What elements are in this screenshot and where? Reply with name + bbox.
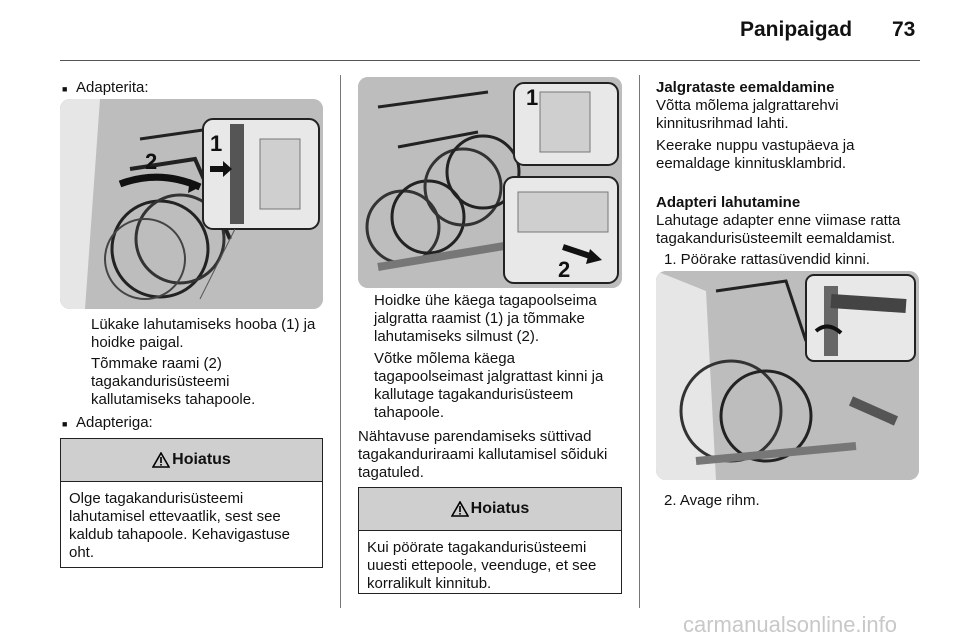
column-divider-2 — [639, 75, 640, 608]
bullet-adapterita: ■ Adapterita: — [76, 79, 149, 97]
warning-box-1 — [60, 438, 323, 568]
illustration-adapter — [656, 271, 919, 480]
col2-step1: Hoidke ühe käega tagapoolseima jalgratta raamist (1) ja tõmmake lahutamiseks silmust (2). — [374, 292, 597, 345]
header-rule — [60, 60, 920, 61]
col1-step1: Lükake lahutamiseks hooba (1) ja hoidke paigal. — [91, 316, 316, 351]
warning-text: Olge tagakandurisüsteemi lahutamisel ettevaatlik, sest see kaldub tahapoole. Kehavigastuse oht. — [69, 490, 291, 561]
illustration-release-lever — [60, 99, 323, 309]
bullet-adapteriga: ■ Adapteriga: — [76, 414, 153, 432]
watermark: carmanualsonline.info — [683, 612, 898, 637]
callout-2: 2 — [145, 149, 158, 174]
warning-triangle-icon — [451, 501, 469, 517]
col3-para1: Võtta mõlema jalgrattarehvi kinnitusrihmad lahti. — [656, 97, 839, 132]
warning-header — [61, 439, 322, 482]
callout-1: 1 — [526, 85, 539, 110]
warning-box-2 — [358, 487, 622, 594]
warning-title: Hoiatus — [470, 500, 530, 517]
callout-2: 2 — [558, 257, 571, 282]
col1-step2: Tõmmake raami (2) tagakandurisüsteemi kallutamiseks tahapoole. — [91, 355, 256, 408]
column-divider-1 — [340, 75, 341, 608]
callout-1: 1 — [210, 131, 223, 156]
page-header-title: Panipaigad — [740, 18, 853, 41]
warning-header — [359, 488, 621, 531]
warning-triangle-icon — [152, 452, 170, 468]
page-number: 73 — [892, 18, 916, 41]
heading-detach-adapter: Adapteri lahutamine — [656, 194, 801, 211]
heading-remove-bikes: Jalgrataste eemaldamine — [656, 79, 835, 96]
col3-step1: 1. Pöörake rattasüvendid kinni. — [664, 251, 870, 268]
col2-step2: Võtke mõlema käega tagapoolseimast jalgrattast kinni ja kallutage tagakandurisüsteem tahapoole. — [374, 350, 604, 421]
illustration-tilt-carrier — [358, 77, 622, 288]
col3-para2: Keerake nuppu vastupäeva ja eemaldage kinnitusklambrid. — [656, 137, 855, 172]
warning-text: Kui pöörate tagakandurisüsteemi uuesti ettepoole, veenduge, et see korralikult kinnitub. — [367, 539, 597, 592]
col2-paragraph: Nähtavuse parendamiseks süttivad tagakanduriraami kallutamisel sõiduki tagatuled. — [358, 428, 608, 481]
col3-step2: 2. Avage rihm. — [664, 492, 760, 509]
col3-para3: Lahutage adapter enne viimase ratta tagakandurisüsteemilt eemaldamist. — [656, 212, 901, 247]
warning-title: Hoiatus — [172, 451, 231, 468]
